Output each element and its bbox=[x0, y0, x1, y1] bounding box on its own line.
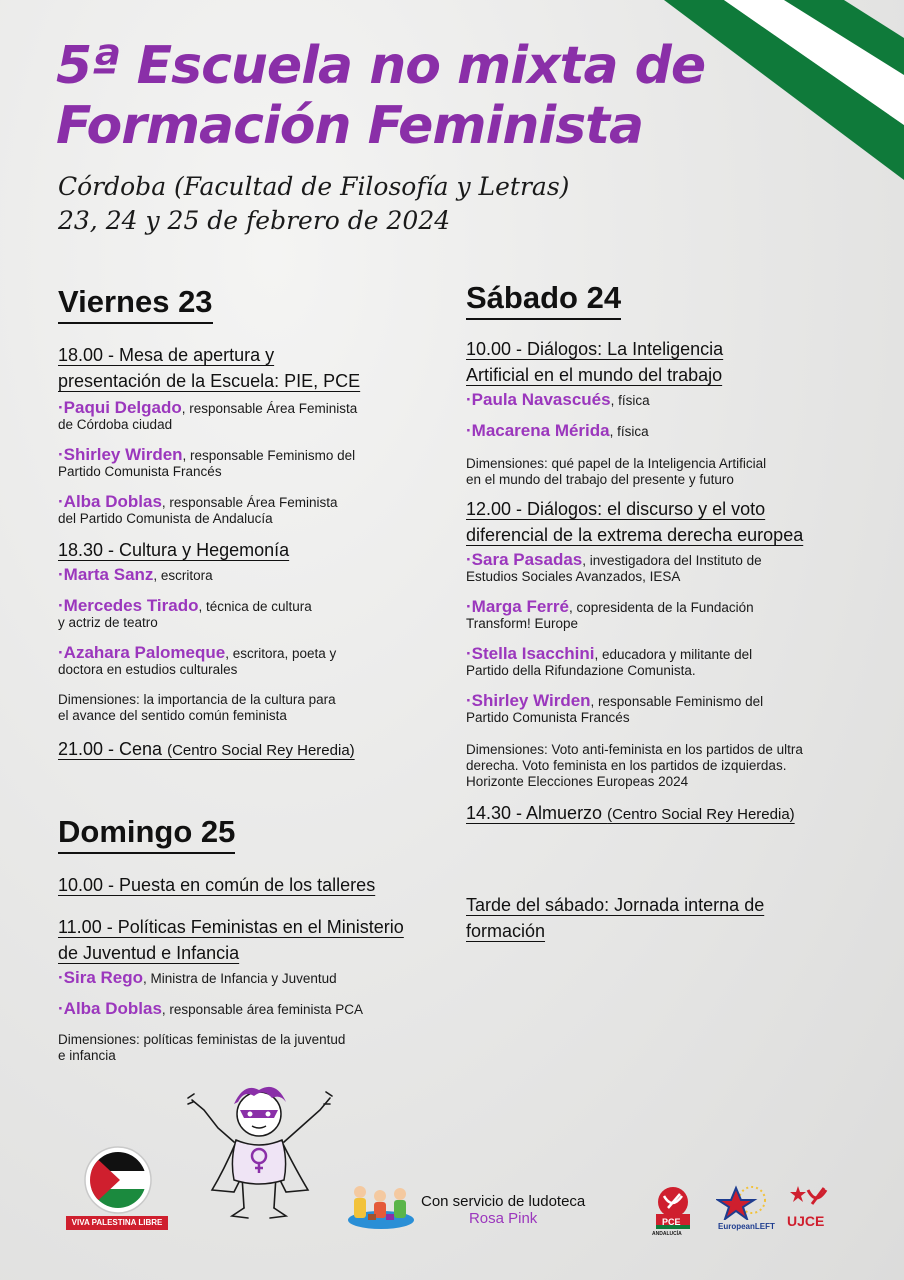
speaker-role: , copresidenta de la Fundación bbox=[568, 600, 754, 615]
speaker-item bbox=[466, 693, 886, 726]
session-title-line: 10.00 - Puesta en común de los talleres bbox=[58, 875, 376, 895]
session-title-line: 18.00 - Mesa de apertura y bbox=[58, 345, 275, 365]
speaker-item bbox=[466, 392, 886, 409]
speaker-role: Partido della Rifundazione Comunista. bbox=[466, 663, 696, 678]
feminist-figure-illustration bbox=[184, 1080, 334, 1230]
speaker-role: del Partido Comunista de Andalucía bbox=[58, 511, 273, 526]
speaker-name: ·Shirley Wirden bbox=[466, 691, 591, 710]
session-title-line: presentación de la Escuela: PIE, PCE bbox=[58, 371, 361, 391]
session-puesta-en-comun bbox=[58, 872, 448, 898]
session-venue: (Centro Social Rey Heredia) bbox=[607, 806, 795, 823]
session-title-line: 12.00 - Diálogos: el discurso y el voto bbox=[466, 499, 766, 519]
session-inteligencia-artificial bbox=[466, 336, 886, 388]
speaker-role: , responsable Feminismo del bbox=[182, 448, 356, 463]
speaker-role: , Ministra de Infancia y Juventud bbox=[143, 971, 337, 986]
speaker-role: , responsable Feminismo del bbox=[590, 694, 764, 709]
speaker-role: de Córdoba ciudad bbox=[58, 417, 173, 432]
speaker-role: , responsable Área Feminista bbox=[161, 495, 338, 510]
speaker-item bbox=[58, 400, 448, 433]
speaker-item bbox=[58, 598, 448, 631]
speaker-name: ·Marta Sanz bbox=[58, 565, 154, 584]
session-title-line: 21.00 - Cena bbox=[58, 739, 168, 759]
subtitle-dates: 23, 24 y 25 de febrero de 2024 bbox=[58, 206, 451, 235]
speaker-item bbox=[466, 423, 886, 440]
speaker-role: , investigadora del Instituto de bbox=[582, 553, 762, 568]
day-heading-domingo: Domingo 25 bbox=[58, 814, 235, 854]
session-title-line: 18.30 - Cultura y Hegemonía bbox=[58, 540, 290, 560]
dimensions-line: Horizonte Elecciones Europeas 2024 bbox=[466, 774, 689, 789]
speaker-item bbox=[58, 567, 448, 584]
session-title-line: formación bbox=[466, 921, 546, 941]
session-venue: (Centro Social Rey Heredia) bbox=[167, 742, 355, 759]
ludoteca-children-icon bbox=[346, 1180, 416, 1230]
session-dimensions bbox=[58, 692, 448, 724]
poster-subtitle bbox=[58, 170, 569, 238]
speaker-item bbox=[58, 494, 448, 527]
session-title-line: 10.00 - Diálogos: La Inteligencia bbox=[466, 339, 724, 359]
session-tarde-sabado bbox=[466, 892, 886, 944]
subtitle-location: Córdoba (Facultad de Filosofía y Letras) bbox=[58, 172, 570, 201]
ludoteca-line-2: Rosa Pink bbox=[468, 1210, 538, 1227]
session-dimensions bbox=[58, 1032, 448, 1064]
pce-logo-subtext: ANDALUCÍA bbox=[652, 1231, 682, 1237]
session-cena bbox=[58, 736, 448, 764]
speaker-role: , escritora bbox=[153, 568, 213, 583]
session-title-line: Tarde del sábado: Jornada interna de bbox=[466, 895, 765, 915]
dimensions-line: en el mundo del trabajo del presente y futuro bbox=[466, 472, 734, 487]
dimensions-line: Dimensiones: políticas feministas de la juventud bbox=[58, 1032, 346, 1047]
session-apertura bbox=[58, 342, 448, 394]
speaker-role: doctora en estudios culturales bbox=[58, 662, 238, 677]
speaker-item bbox=[466, 552, 886, 585]
speaker-item bbox=[466, 599, 886, 632]
speaker-role: , educadora y militante del bbox=[594, 647, 753, 662]
european-left-logo bbox=[716, 1184, 772, 1220]
speaker-role: , física bbox=[610, 393, 650, 408]
speaker-item bbox=[58, 970, 448, 987]
speaker-role: Partido Comunista Francés bbox=[466, 710, 630, 725]
dimensions-line: Dimensiones: Voto anti-feminista en los partidos de ultra bbox=[466, 742, 803, 757]
session-dimensions bbox=[466, 456, 886, 488]
speaker-role: y actriz de teatro bbox=[58, 615, 158, 630]
palestine-badge: VIVA PALESTINA LIBRE bbox=[66, 1216, 168, 1230]
palestine-flag-icon bbox=[84, 1146, 152, 1214]
speaker-item bbox=[466, 646, 886, 679]
speaker-role: Transform! Europe bbox=[466, 616, 579, 631]
pce-logo-text: PCE bbox=[662, 1217, 681, 1227]
dimensions-line: derecha. Voto feminista en los partidos de izquierdas. bbox=[466, 758, 787, 773]
ujce-text: UJCE bbox=[787, 1213, 825, 1229]
poster-title bbox=[56, 36, 705, 156]
speaker-name: ·Alba Doblas bbox=[58, 999, 162, 1018]
speaker-name: ·Paqui Delgado bbox=[58, 398, 182, 417]
title-line-1: 5ª Escuela no mixta de bbox=[56, 36, 706, 96]
european-left-text: EuropeanLEFT bbox=[718, 1222, 775, 1231]
speaker-role: , escritora, poeta y bbox=[225, 646, 337, 661]
speaker-item bbox=[58, 1001, 448, 1018]
ludoteca-line-1: Con servicio de ludoteca bbox=[421, 1193, 586, 1210]
session-title-line: 11.00 - Políticas Feministas en el Ministerio bbox=[58, 917, 404, 937]
speaker-role: , responsable Área Feminista bbox=[181, 401, 358, 416]
dimensions-line: el avance del sentido común feminista bbox=[58, 708, 287, 723]
speaker-name: ·Paula Navascués bbox=[466, 390, 611, 409]
session-title-line: Artificial en el mundo del trabajo bbox=[466, 365, 723, 385]
session-title-line: 14.30 - Almuerzo bbox=[466, 803, 608, 823]
domingo-section bbox=[58, 814, 448, 1064]
day-heading-viernes: Viernes 23 bbox=[58, 284, 213, 324]
dimensions-line: e infancia bbox=[58, 1048, 116, 1063]
speaker-name: ·Sara Pasadas bbox=[466, 550, 583, 569]
session-title-line: de Juventud e Infancia bbox=[58, 943, 240, 963]
speaker-name: ·Azahara Palomeque bbox=[58, 643, 226, 662]
viernes-section bbox=[58, 284, 448, 764]
session-dimensions bbox=[466, 742, 886, 790]
session-title-line: diferencial de la extrema derecha europea bbox=[466, 525, 804, 545]
speaker-role: Estudios Sociales Avanzados, IESA bbox=[466, 569, 681, 584]
speaker-name: ·Sira Rego bbox=[58, 968, 144, 987]
speaker-name: ·Stella Isacchini bbox=[466, 644, 595, 663]
dimensions-line: Dimensiones: qué papel de la Inteligencia Artificial bbox=[466, 456, 767, 471]
sabado-section bbox=[466, 280, 886, 944]
session-extrema-derecha bbox=[466, 496, 886, 548]
session-cultura bbox=[58, 537, 448, 563]
speaker-item bbox=[58, 447, 448, 480]
ludoteca-text bbox=[421, 1193, 585, 1227]
speaker-name: ·Mercedes Tirado bbox=[58, 596, 199, 615]
day-heading-sabado: Sábado 24 bbox=[466, 280, 621, 320]
speaker-role: , responsable área feminista PCA bbox=[161, 1002, 364, 1017]
session-politicas-feministas bbox=[58, 914, 448, 966]
speaker-item bbox=[58, 645, 448, 678]
title-line-2: Formación Feminista bbox=[56, 96, 644, 156]
speaker-role: , física bbox=[609, 424, 649, 439]
speaker-name: ·Macarena Mérida bbox=[466, 421, 610, 440]
ujce-logo bbox=[790, 1184, 830, 1212]
speaker-role: , técnica de cultura bbox=[198, 599, 312, 614]
speaker-role: Partido Comunista Francés bbox=[58, 464, 222, 479]
session-almuerzo bbox=[466, 800, 886, 828]
dimensions-line: Dimensiones: la importancia de la cultura para bbox=[58, 692, 336, 707]
speaker-name: ·Marga Ferré bbox=[466, 597, 569, 616]
speaker-name: ·Alba Doblas bbox=[58, 492, 162, 511]
speaker-name: ·Shirley Wirden bbox=[58, 445, 183, 464]
